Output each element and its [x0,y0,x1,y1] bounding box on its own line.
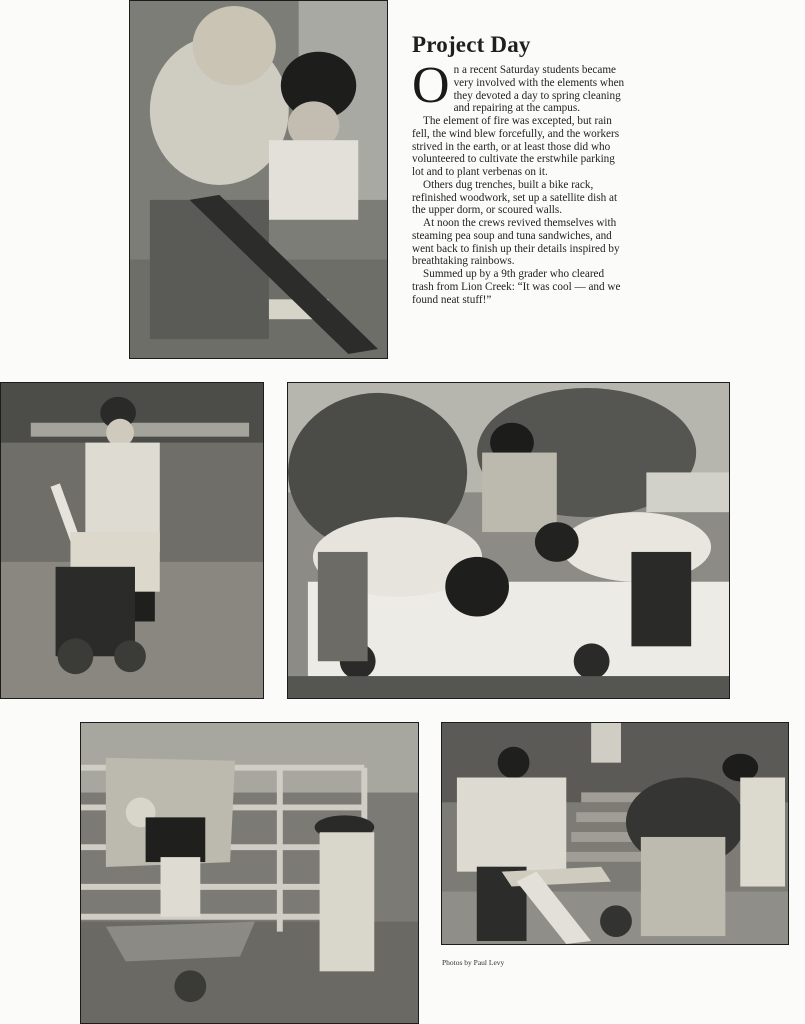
article-title: Project Day [412,32,531,57]
photo-truck-crew [287,382,730,699]
article-body [412,57,626,306]
paragraph-3: Others dug trenches, built a bike rack, refinished woodwork, set up a satellite dish at the upper dorm, or scoured walls. [412,178,618,217]
paragraph-1-text: n a recent Saturday students became very involved with the elements when they devoted a day to spring cleaning and repairing at the campus. [453,64,625,115]
photo-credit: Photos by Paul Levy [442,958,505,967]
photo-rototiller [0,382,264,699]
paragraph-2: The element of fire was excepted, but rain fell, the wind blew forcefully, and the workers strived in the earth, or at least those did who volunteered to cultivate the erstwhile parking lot and to plant verbenas on it. [412,115,620,178]
photo-wheelbarrow [80,722,419,1024]
paragraph-5: Summed up by a 9th grader who cleared trash from Lion Creek: “It was cool — and we found neat stuff!” [412,268,621,306]
photo-lumber-steps [441,722,789,945]
drop-cap: O [412,57,450,114]
paragraph-1 [412,57,626,115]
photo-sawing-board [129,0,388,359]
paragraph-4: At noon the crews revived themselves with steaming pea soup and tuna sandwiches, and went back to finish up their details inspired by breathtaking rainbows. [412,217,620,268]
